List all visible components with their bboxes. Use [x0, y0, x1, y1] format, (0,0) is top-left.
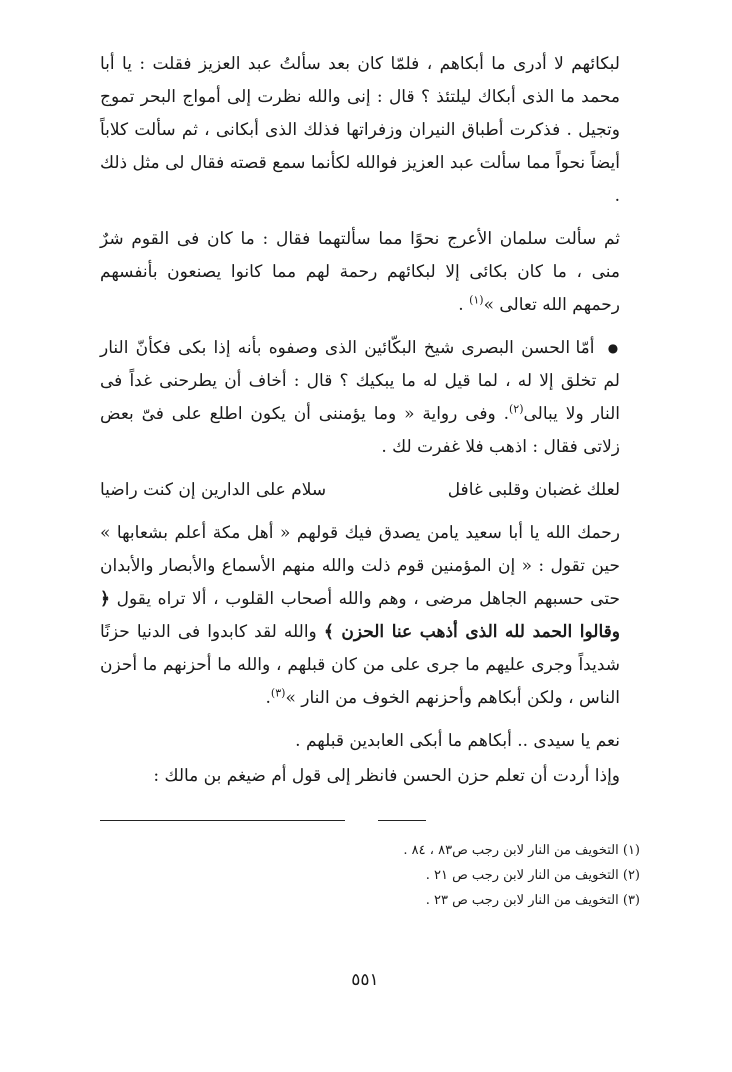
paragraph-6 [100, 760, 620, 793]
paragraph-1 [100, 48, 620, 213]
poem-first-hemistich: لعلك غضبان وقلبى غافل [447, 480, 620, 500]
footnote-1: (١) التخويف من النار لابن رجب ص٨٣ ، ٨٤ . [403, 843, 640, 858]
paragraph-5 [100, 725, 620, 758]
paragraph-4-text-b: والله لقد كابدوا فى الدنيا حزنًا شديداً وجرى عليهم ما جرى على من كان قبلهم ، والله ما أحزنهم ما أحزن الناس ، ولكن أبكاهم وأحزنهم الخوف من النار » [100, 622, 620, 708]
paragraph-6-text: وإذا أردت أن تعلم حزن الحسن فانظر إلى قول أم ضيغم بن مالك : [153, 766, 620, 786]
footnote-divider [100, 820, 345, 821]
paragraph-4 [100, 517, 620, 715]
paragraph-4-end: . [265, 688, 271, 708]
paragraph-2 [100, 223, 620, 322]
footnote-divider-short [378, 820, 426, 821]
poem-verse [100, 474, 620, 507]
paragraph-2-end: . [458, 295, 470, 315]
footnotes [300, 838, 640, 913]
paragraph-3-text-a: أمّا الحسن البصرى شيخ البكّائين الذى وصفوه بأنه إذا بكى فكأنّ النار لم تخلق إلا له ، لما قيل له ما يبكيك ؟ قال : أخاف أن يطرحنى غداً فى النار ولا يبالى [100, 338, 620, 424]
footnote-ref-2: (٢) [509, 402, 524, 416]
paragraph-2-text: ثم سألت سلمان الأعرج نحوًا مما سألتهما فقال : ما كان فى القوم شرٌ منى ، ما كان بكائى إلا لبكائهم رحمة لهم مما كانوا يصنعون بأنفسهم رحمهم الله تعالى » [100, 229, 620, 315]
page-body [100, 48, 620, 803]
paragraph-1-text: لبكائهم لا أدرى ما أبكاهم ، فلمّا كان بعد سألتُ عبد العزيز فقلت : يا أبا محمد ما الذى أبكاك ليلتئذ ؟ قال : إنى والله نظرت إلى أمواج البحر تموج وتجيل . فذكرت أطباق النيران وزفراتها فذلك الذى أبكانى ، ثم سألت كلاباً أيضاً نحواً مما سألت عبد العزيز فوالله لكأنما سمع قصته فقال لى مثل ذلك . [100, 54, 620, 206]
paragraph-4-text-a: رحمك الله يا أبا سعيد يامن يصدق فيك قولهم « أهل مكة أعلم بشعابها » حين تقول : « إن المؤمنين قوم ذلت والله منهم الأسماع والأبصار والأبدان حتى حسبهم الجاهل مرضى ، وهم والله أصحاب القلوب ، ألا تراه يقول [100, 523, 620, 609]
paragraph-3 [100, 332, 620, 464]
footnote-ref-1: (١) [469, 293, 484, 307]
poem-second-hemistich: سلام على الدارين إن كنت راضيا [100, 480, 327, 500]
footnote-3: (٣) التخويف من النار لابن رجب ص ٢٣ . [425, 893, 640, 908]
page-number: ٥٥١ [351, 970, 379, 990]
quran-quote: ﴿ وقالوا الحمد لله الذى أذهب عنا الحزن ﴾ [100, 589, 620, 642]
footnote-ref-3: (٣) [270, 686, 286, 700]
paragraph-3-text-b: . وفى رواية « وما يؤمننى أن يكون اطلع على فىّ بعض زلاتى فقال : اذهب فلا غفرت لك . [100, 404, 620, 457]
paragraph-5-text: نعم يا سيدى .. أبكاهم ما أبكى العابدين قبلهم . [295, 731, 620, 751]
footnote-2: (٢) التخويف من النار لابن رجب ص ٢١ . [425, 868, 640, 883]
